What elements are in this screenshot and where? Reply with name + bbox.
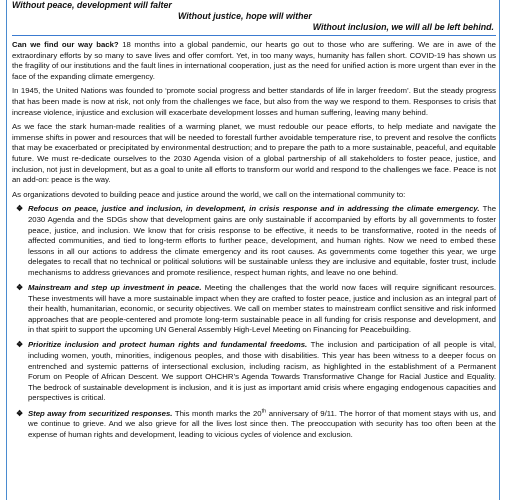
intro-text: 18 months into a global pandemic, our hearts go out to those who are suffering. We are in awe of the extraordinary efforts by so many to save lives and offer comfort. Yet, in too many ways, humanity has fallen short. COVID-19 has shown us the fragility of our institutions and the fault lines in international cooperation, just as the need for unified action is more urgent than ever in the face of the expanding climate emergency. (12, 40, 496, 81)
recommendation-lead: Mainstream and step up investment in peace. (28, 282, 202, 292)
recommendation-text: Meeting the challenges that the world now faces will require significant resources. These investments will have a more sustainable impact when they are crafted to foster peace, justice and inclusion as an integral part of their health, humanitarian, economic, or security objectives. We call on member states to mainstream conflict sensitive and risk informed approaches that are people-centered and promote long-term sustainable peace in all funding for crisis response and development, and in that spirit to support the upcoming UN General Assembly High-Level Meeting on Financing for Peacebuilding. (28, 282, 496, 335)
recommendation-securitized (16, 407, 496, 441)
paragraph-call: As organizations devoted to building peace and justice around the world, we call on the international community to: (12, 189, 406, 199)
intro-lead: Can we find our way back? (12, 40, 119, 49)
recommendation-text-before: This month marks the 20 (172, 408, 262, 418)
recommendation-lead: Prioritize inclusion and protect human rights and fundamental freedoms. (28, 340, 308, 350)
divider-line (12, 35, 496, 36)
recommendation-lead: Refocus on peace, justice and inclusion, in development, in crisis response and in addressing the climate emergency. (28, 204, 480, 214)
recommendation-text: The inclusion and participation of all people is vital, including women, youth, minorities, indigenous peoples, and those with disabilities. This year has been witness to a deeper focus on entrenched and systemic patterns of intersectional exclusion, including racism, as highlighted in the establishment of a Permanent Forum on People of African Descent. We support OHCHR’s Agenda Towards Transformative Change for Racial Justice and Equality. The bedrock of sustainable development is inclusion, and it is just as important amid crisis where engaging endogenous capacities and perspectives is critical. (28, 340, 496, 403)
recommendation-inclusion (16, 340, 496, 404)
paragraph-1945: In 1945, the United Nations was founded to ‘promote social progress and better standards of life in larger freedom’. But the steady progress that has been made is now at risk, not only from the challenges we face, but also from the way we respond to them. Responses to crisis that increase violence, injustice and exclusion will exacerbate development losses and human suffering, leaving many behind. (12, 86, 496, 117)
diamond-bullet-icon: ❖ (16, 282, 24, 292)
tagline-justice: Without justice, hope will wither (178, 11, 312, 21)
diamond-bullet-icon: ❖ (16, 340, 24, 350)
recommendation-refocus (16, 204, 497, 278)
recommendation-lead: Step away from securitized responses. (28, 408, 173, 418)
ordinal-suffix: th (261, 407, 267, 414)
recommendation-text: The 2030 Agenda and the SDGs show that development gains are only sustainable if accompanied by efforts by all governments to foster peace, justice, and inclusion. We know that for crisis response to be effective, it needs to be transformative, rooted in the needs of affected communities, and tied to long-term efforts to further peace, development, and human rights. Now we need to embed these lessons in all our actions to address the climate emergency and its root causes. As governments come together this year, we urge delegates to recall that no technical or political solutions will be sustainable unless they are inclusive and equitable, foster trust, include mechanisms to address grievances and promote resilience, respect human rights, and leave no one behind. (28, 204, 497, 277)
diamond-bullet-icon: ❖ (16, 204, 24, 214)
tagline-peace: Without peace, development will falter (12, 0, 172, 10)
paragraph-climate: As we face the stark human-made realities of a warming planet, we must redouble our peace efforts, to help mediate and navigate the immense shifts in power and resources that will be needed to forestall further avoidable temperature rise, to prevent and resolve the conflicts that may be exacerbated or precipitated by environmental destruction; and to prepare the path to a more sustainable, peaceful, and equitable future. We must re-dedicate ourselves to the 2030 Agenda vision of a global partnership of all stakeholders to foster peace, justice, and inclusion, not just in development, but as a goal to unite all efforts to transform our world and respond to the challenges we face. Peace is not an add-on: peace is the way. (12, 122, 496, 185)
intro-paragraph (12, 40, 496, 82)
diamond-bullet-icon: ❖ (16, 408, 24, 418)
tagline-inclusion: Without inclusion, we will all be left behind. (312, 22, 494, 32)
recommendation-invest (16, 282, 496, 336)
recommendations-list (12, 204, 496, 440)
document-body (12, 0, 496, 445)
recommendation-text: anniversary of 9/11. The horror of that moment stays with us, and we continue to grieve. And we also grieve for all the lives lost since then. The preoccupation with security has too often been at the expense of human rights and development, leading to vicious cycles of violence and exclusion. (28, 408, 496, 439)
